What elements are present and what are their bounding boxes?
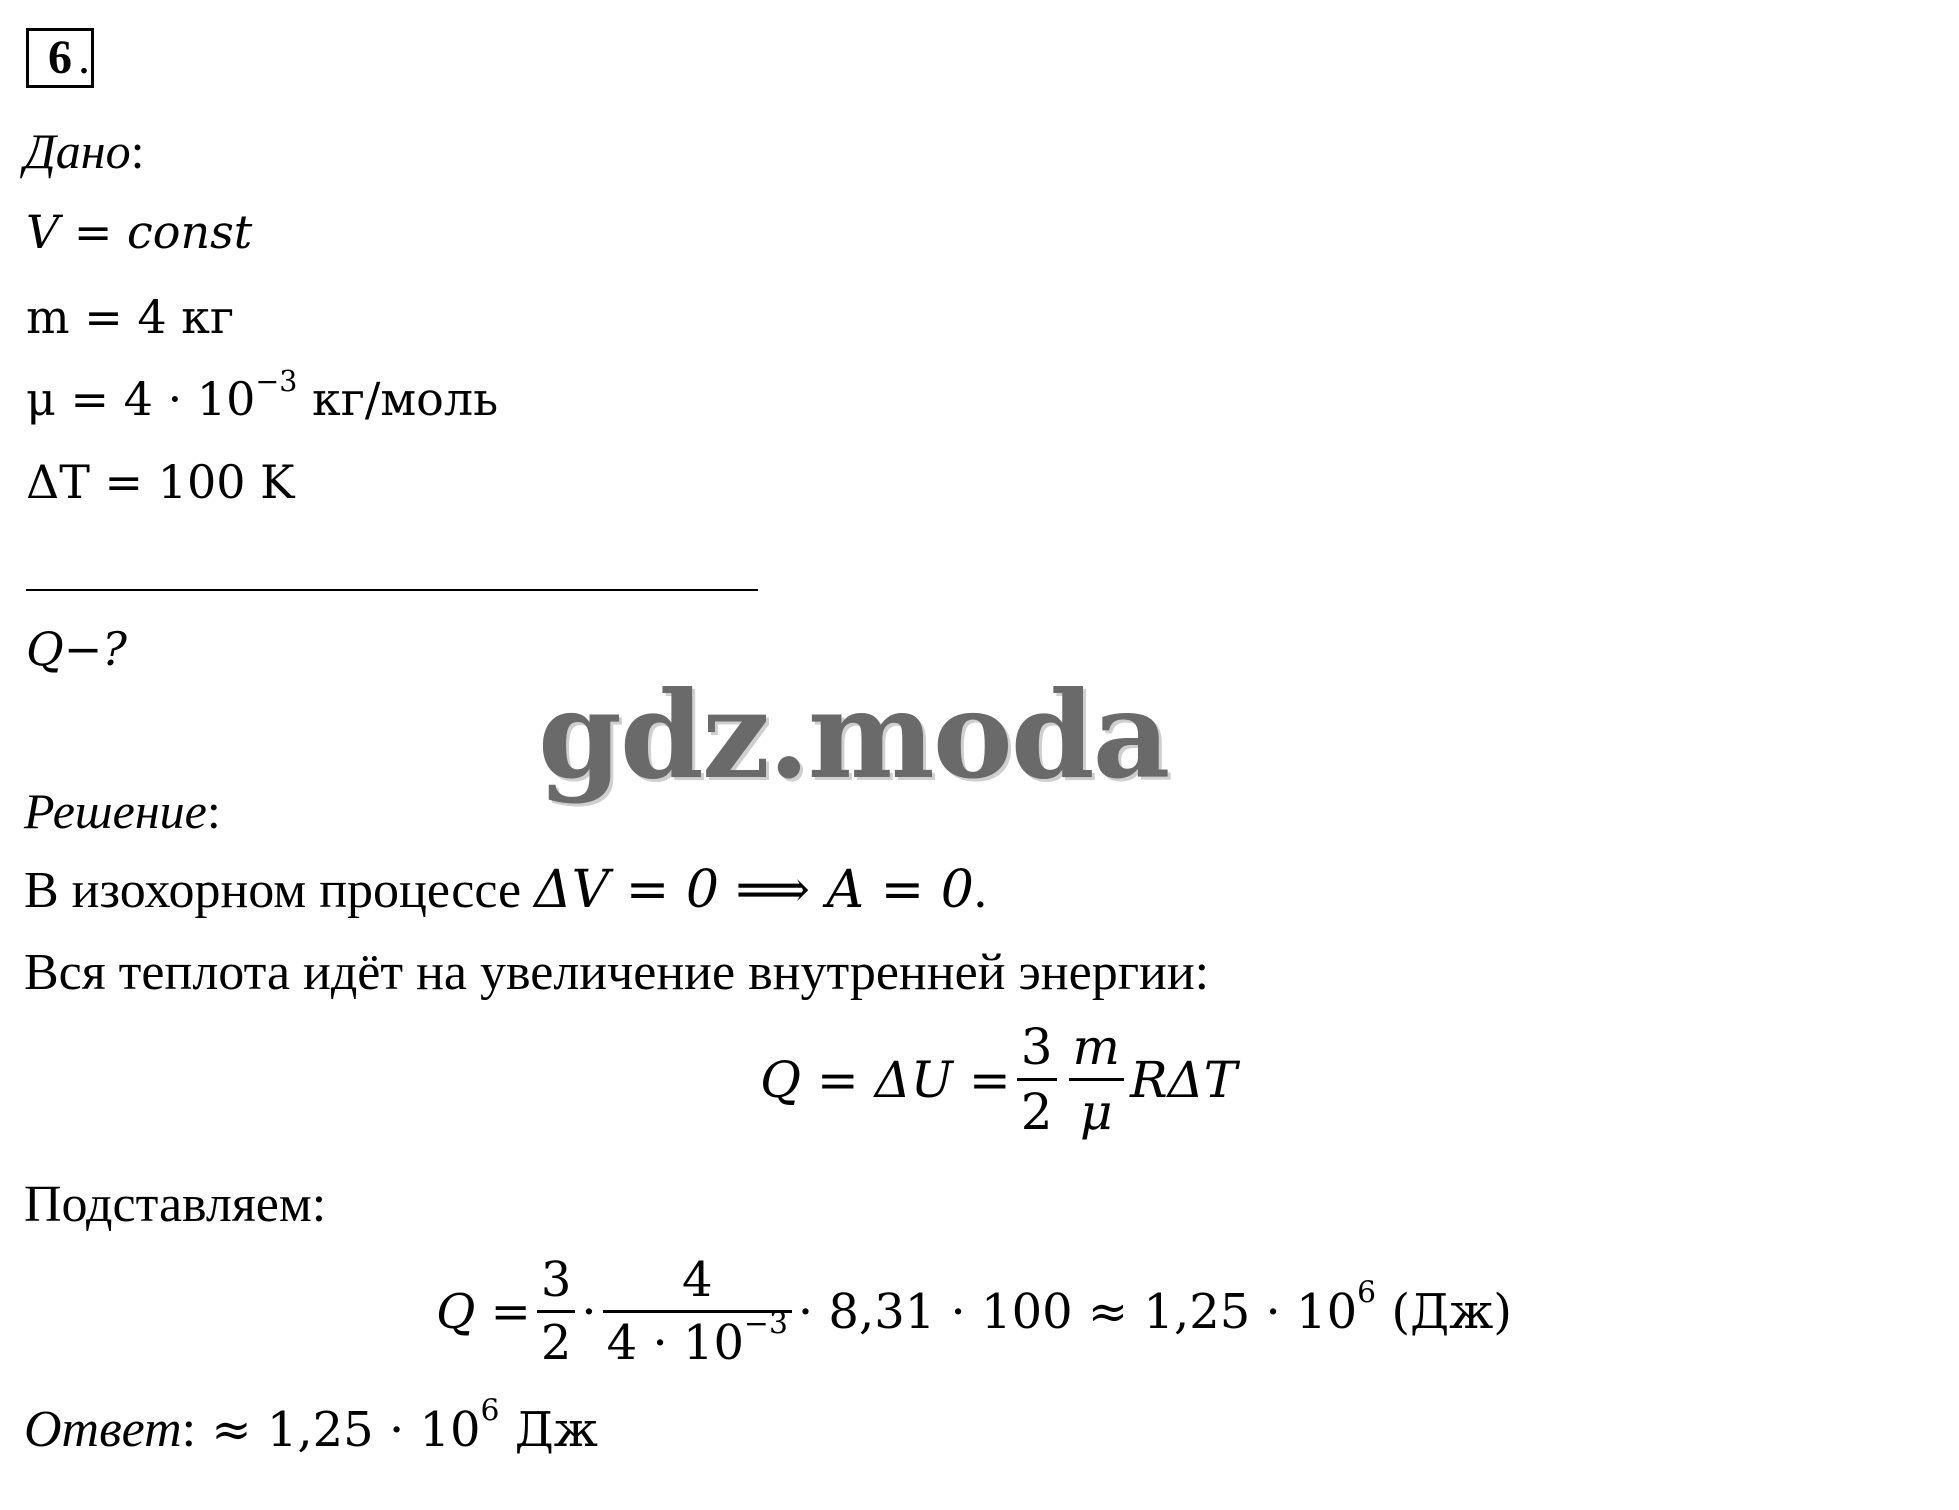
given-volume: V = const <box>26 205 253 259</box>
fraction-three-halves: $\frac{3}{2}$ <box>1017 1018 1057 1141</box>
answer-line: Ответ: ≈ $1,25 \cdot 10^6$ Дж <box>24 1393 598 1458</box>
unknown-quantity: Q−? <box>26 622 127 676</box>
fraction-three-halves-numeric: $\frac{3}{2}$ <box>537 1252 576 1371</box>
watermark-logo: gdz.moda <box>538 665 1169 806</box>
given-heading: Дано: <box>24 123 145 179</box>
solution-line-heat: Вся теплота идёт на увеличение внутренней энергии: <box>24 944 1210 1001</box>
given-mass: m = 4 кг <box>26 290 235 344</box>
task-number: 6 <box>26 28 94 88</box>
formula2-dot: · <box>581 1283 597 1340</box>
formula-internal-energy <box>760 1018 1237 1141</box>
fraction-mass-over-molar: $\frac{4}{4 \cdot 10^{-3}}$ <box>603 1252 792 1371</box>
given-divider <box>26 589 758 591</box>
formula2-left: Q = <box>436 1283 531 1340</box>
given-molar-mass: $\mu = 4 \cdot 10^{-3}$ кг/моль <box>26 364 499 426</box>
task-number-dot: . <box>78 31 90 84</box>
solution-heading: Решение: <box>24 783 221 839</box>
formula1-left: Q = ΔU = <box>760 1050 1011 1109</box>
solution-line-substitute: Подставляем: <box>24 1176 327 1233</box>
formula-numeric <box>436 1252 1512 1371</box>
given-temperature-change: ΔT = 100 K <box>26 455 295 509</box>
solution-line-isochoric: В изохорном процессе ΔV = 0 ⟹ A = 0. <box>24 860 987 920</box>
formula1-right: RΔT <box>1129 1050 1238 1109</box>
fraction-m-over-mu: $\frac{m}{\mu}$ <box>1069 1018 1124 1141</box>
formula2-right: · $8,31 \cdot 100 \approx 1,25 \cdot 10^6$ (Дж) <box>797 1275 1512 1340</box>
